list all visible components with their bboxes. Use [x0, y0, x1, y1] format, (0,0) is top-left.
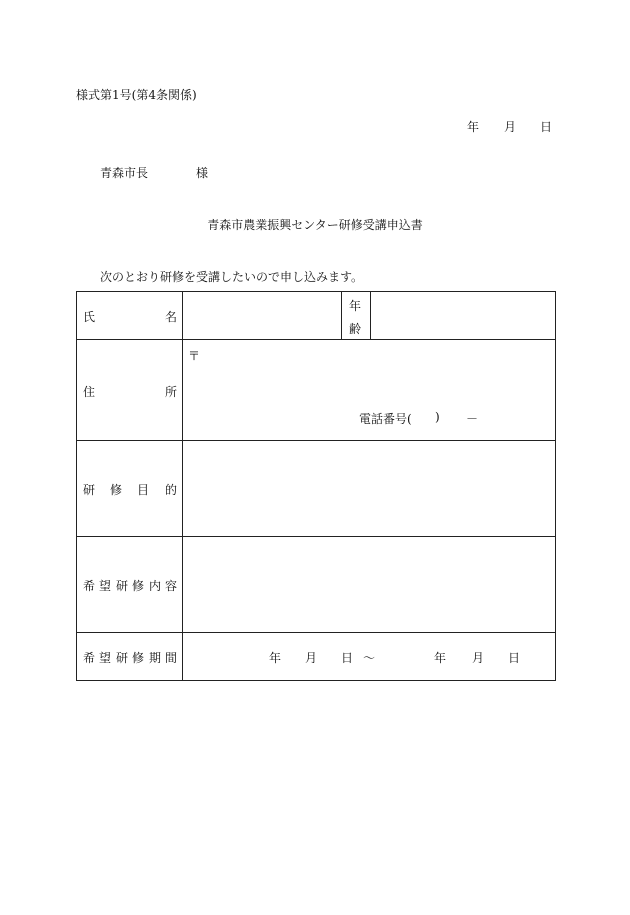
period-label-char-5: 期 — [149, 651, 162, 665]
table-border-right — [555, 291, 556, 681]
name-label-char-2: 名 — [165, 310, 178, 324]
address-label-char-1: 住 — [83, 385, 96, 399]
content-label-char-6: 容 — [165, 579, 178, 593]
period-end-month: 月 — [472, 651, 485, 665]
period-label-char-4: 修 — [132, 651, 145, 665]
phone-close-paren: ) — [435, 410, 440, 424]
content-input-field[interactable] — [183, 537, 555, 632]
phone-label: 電話番号( — [359, 412, 412, 426]
period-start-day: 日 — [341, 651, 354, 665]
age-label-char-1: 年 — [349, 299, 362, 313]
content-label-char-4: 修 — [132, 579, 145, 593]
content-label-char-1: 希 — [83, 579, 96, 593]
period-start-year: 年 — [269, 651, 282, 665]
period-tilde: ～ — [363, 651, 376, 665]
age-label-left-divider — [341, 291, 342, 340]
intro-text: 次のとおり研修を受講したいので申し込みます。 — [100, 270, 364, 284]
date-day-label: 日 — [540, 120, 553, 134]
table-border-bottom — [76, 680, 556, 681]
age-label-char-2: 齢 — [349, 322, 362, 336]
period-end-day: 日 — [508, 651, 521, 665]
date-year-label: 年 — [467, 120, 480, 134]
period-label-char-1: 希 — [83, 651, 96, 665]
content-label-char-3: 研 — [116, 579, 129, 593]
date-month-label: 月 — [504, 120, 517, 134]
age-input-field[interactable] — [371, 292, 555, 339]
name-label-char-1: 氏 — [83, 310, 96, 324]
content-label-char-2: 望 — [99, 579, 112, 593]
period-label-char-6: 間 — [165, 651, 178, 665]
period-label-char-3: 研 — [116, 651, 129, 665]
purpose-input-field[interactable] — [183, 441, 555, 536]
name-input-field[interactable] — [183, 292, 341, 339]
table-border-left — [76, 291, 77, 681]
postal-mark: 〒 — [188, 349, 201, 363]
phone-dash: － — [466, 412, 479, 426]
period-start-month: 月 — [305, 651, 318, 665]
document-title: 青森市農業振興センター研修受講申込書 — [207, 218, 423, 232]
content-label-char-5: 内 — [149, 579, 162, 593]
addressee-honorific: 様 — [196, 166, 209, 180]
address-label-char-2: 所 — [165, 385, 178, 399]
form-number: 様式第1号(第4条関係) — [76, 88, 197, 102]
purpose-label-char-1: 研 — [83, 483, 96, 497]
period-label-char-2: 望 — [99, 651, 112, 665]
addressee-name: 青森市長 — [100, 166, 149, 180]
purpose-label-char-2: 修 — [110, 483, 123, 497]
period-end-year: 年 — [434, 651, 447, 665]
purpose-label-char-3: 目 — [137, 483, 150, 497]
purpose-label-char-4: 的 — [165, 483, 178, 497]
application-form-table — [76, 291, 556, 681]
